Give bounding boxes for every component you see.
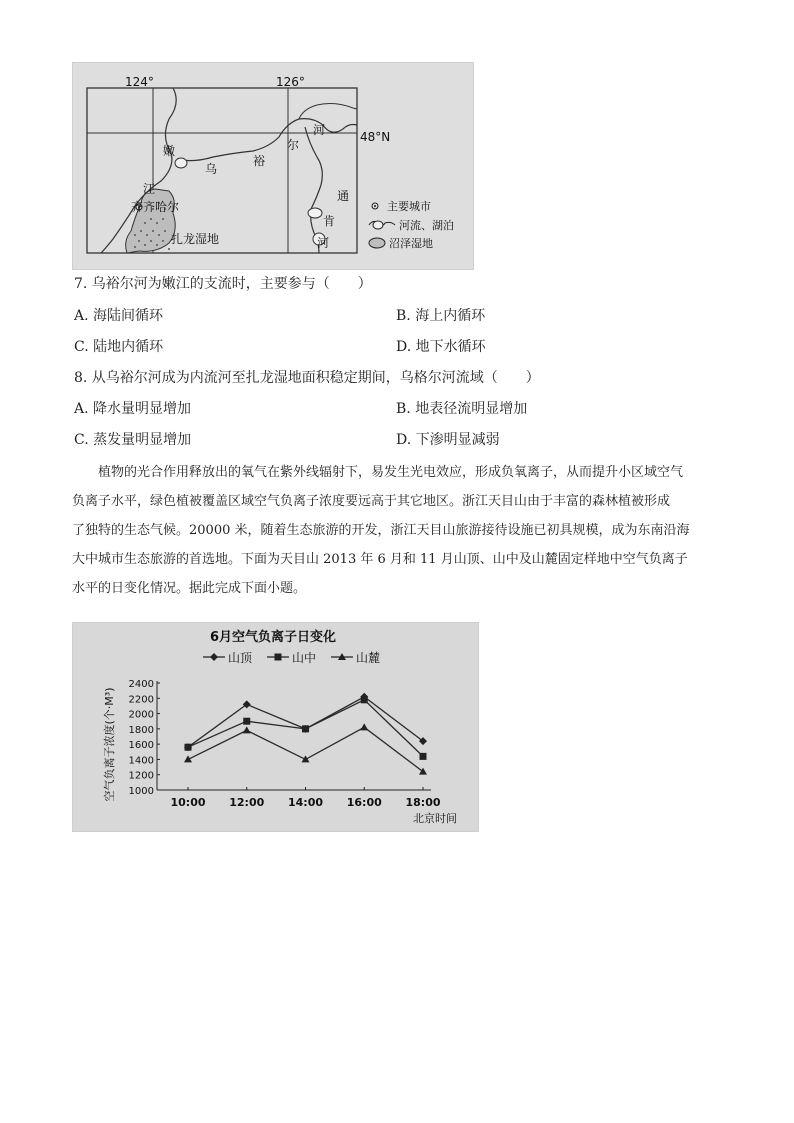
- q7-option-c[interactable]: C. 陆地内循环: [74, 339, 164, 355]
- river-char: 江: [143, 182, 156, 196]
- q7-option-a[interactable]: A. 海陆间循环: [74, 308, 164, 324]
- line-chart: [73, 623, 478, 831]
- legend-label: 山麓: [356, 651, 381, 665]
- passage: [72, 458, 724, 603]
- lat-label: 48°N: [360, 130, 391, 144]
- q8-stem: 8. 从乌裕尔河成为内流河至扎龙湿地面积稳定期间，乌格尔河流域（ ）: [74, 370, 540, 386]
- x-tick-label: 18:00: [405, 796, 441, 809]
- river-char: 乌: [205, 162, 218, 176]
- legend-marker: [275, 654, 282, 661]
- river-char: 裕: [253, 154, 266, 168]
- q8-option-b[interactable]: B. 地表径流明显增加: [396, 401, 528, 417]
- river-char: 嫩: [163, 144, 176, 158]
- passage-line: 大中城市生态旅游的首选地。下面为天目山 2013 年 6 月和 11 月山顶、山中及山麓固定样地中空气负离子: [72, 552, 688, 567]
- passage-line: 负离子水平，绿色植被覆盖区域空气负离子浓度要远高于其它地区。浙江天目山由于丰富的森林植被形成: [72, 494, 671, 509]
- q8-option-c[interactable]: C. 蒸发量明显增加: [74, 432, 192, 448]
- y-tick-label: 2200: [128, 694, 154, 706]
- y-tick-label: 1200: [128, 770, 154, 782]
- lon-label-1: 124°: [125, 75, 154, 89]
- data-point: [420, 753, 427, 760]
- passage-line: 了独特的生态气候。20000 米，随着生态旅游的开发，浙江天目山旅游接待设施已初具规模，成为东南沿海: [72, 523, 690, 538]
- x-tick-label: 10:00: [170, 796, 206, 809]
- legend-city-label: 主要城市: [387, 200, 431, 213]
- lake: [175, 158, 187, 168]
- lon-label-2: 126°: [276, 75, 305, 89]
- map-figure: [72, 62, 474, 270]
- q7-option-b[interactable]: B. 海上内循环: [396, 308, 486, 324]
- passage-line: 水平的日变化情况。据此完成下面小题。: [72, 581, 307, 596]
- river-char: 肯: [323, 214, 336, 228]
- chart-figure: [72, 622, 479, 832]
- y-tick-label: 1000: [128, 786, 154, 797]
- legend-label: 山顶: [228, 651, 253, 665]
- lake: [308, 208, 322, 218]
- legend-wetland-label: 沼泽湿地: [389, 237, 433, 250]
- y-tick-label: 1400: [128, 755, 154, 767]
- legend-label: 山中: [292, 651, 317, 665]
- y-axis-label: 空气负离子浓度(个·M³): [103, 687, 116, 802]
- q8-option-d[interactable]: D. 下渗明显减弱: [396, 432, 500, 448]
- data-point: [361, 696, 368, 703]
- passage-line: 植物的光合作用释放出的氧气在紫外线辐射下，易发生光电效应，形成负氧离子，从而提升小区域空气: [98, 465, 684, 480]
- river-char: 河: [313, 123, 326, 137]
- x-tick-label: 14:00: [287, 796, 324, 809]
- x-tick-label: 16:00: [346, 796, 382, 809]
- y-tick-label: 2400: [128, 679, 154, 690]
- legend-river-label: 河流、湖泊: [399, 219, 454, 232]
- q8-option-a[interactable]: A. 降水量明显增加: [74, 401, 192, 417]
- data-point: [302, 725, 309, 732]
- map-svg: [73, 63, 473, 269]
- wetland-label: 扎龙湿地: [171, 232, 220, 246]
- y-tick-label: 2000: [128, 709, 154, 721]
- x-axis-label: 北京时间: [413, 812, 457, 825]
- q7-stem: 7. 乌裕尔河为嫩江的支流时，主要参与（ ）: [74, 276, 372, 292]
- chart-title: 6月空气负离子日变化: [209, 630, 337, 645]
- city-label: 齐齐哈尔: [131, 200, 180, 214]
- data-point: [243, 718, 250, 725]
- q7-option-d[interactable]: D. 地下水循环: [396, 339, 486, 355]
- x-tick-label: 12:00: [229, 796, 265, 809]
- river-char: 河: [317, 236, 330, 250]
- legend-wetland-symbol: [369, 238, 385, 248]
- river-char: 尔: [287, 138, 300, 152]
- y-tick-label: 1600: [128, 740, 154, 752]
- river-char: 通: [337, 189, 350, 203]
- data-point: [185, 744, 192, 751]
- y-tick-label: 1800: [128, 724, 154, 736]
